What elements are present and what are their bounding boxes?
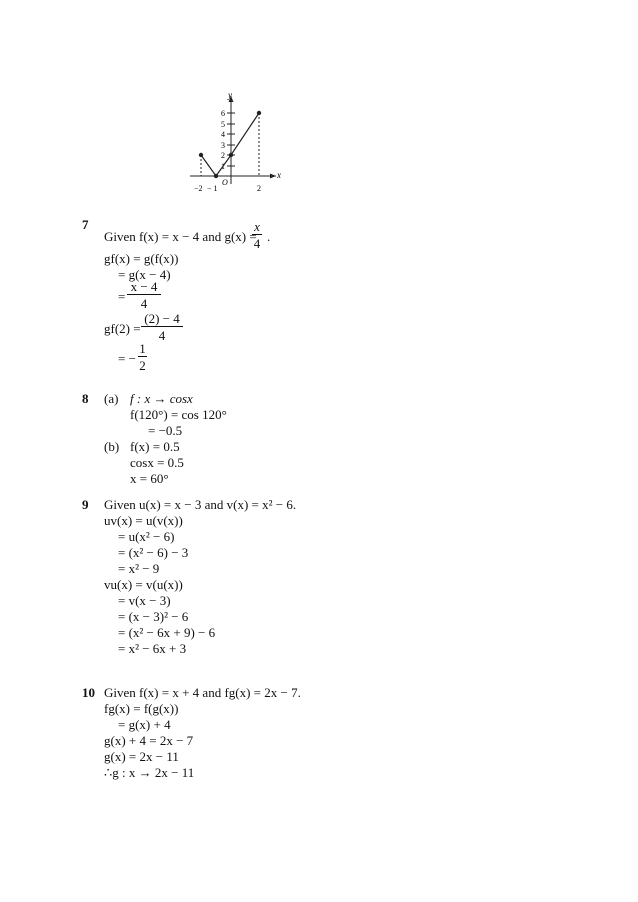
- x-axis-arrow: [270, 174, 276, 179]
- q8-a-line-3: = −0.5: [148, 423, 183, 438]
- y-tick-label: 5: [221, 120, 225, 129]
- q7-step-5-den: 2: [139, 358, 146, 373]
- question-10-number: 10: [82, 685, 95, 700]
- q9-line: = (x² − 6) − 3: [118, 545, 189, 560]
- q9-line: = x² − 6x + 3: [118, 641, 187, 656]
- question-7-number: 7: [82, 217, 89, 232]
- q8-b-line-2: cosx = 0.5: [130, 455, 184, 470]
- q7-given-end: .: [267, 229, 271, 244]
- q9-line: uv(x) = u(v(x)): [104, 513, 183, 528]
- q9-line: = (x² − 6x + 9) − 6: [118, 625, 216, 640]
- y-tick-label: 2: [221, 151, 225, 160]
- q7-given-fraction: [252, 220, 262, 250]
- question-8-number: 8: [82, 391, 89, 406]
- x-tick-label: 2: [257, 184, 261, 193]
- q9-line: Given u(x) = x − 3 and v(x) = x² − 6.: [104, 497, 297, 512]
- q10-line: Given f(x) = x + 4 and fg(x) = 2x − 7.: [104, 685, 301, 700]
- graph-point: [257, 111, 261, 115]
- q7-step-4-fraction: [141, 312, 183, 342]
- q10-line: ∴g : x → 2x − 11: [104, 765, 195, 780]
- q8-a-line-2: f(120°) = cos 120°: [130, 407, 227, 422]
- graph-point: [214, 174, 218, 178]
- q8-b-line-3: x = 60°: [130, 471, 169, 486]
- q7-given-frac-num: x: [252, 220, 262, 235]
- q10-line: = g(x) + 4: [118, 717, 171, 732]
- q10-line: g(x) + 4 = 2x − 7: [104, 733, 194, 748]
- x-axis-label: x: [277, 170, 281, 180]
- y-tick-label: 6: [221, 109, 225, 118]
- q7-step-3-eq: =: [118, 289, 126, 304]
- q9-line: = (x − 3)² − 6: [118, 609, 189, 624]
- q7-step-5-eq: = −: [118, 351, 136, 366]
- q7-step-5-num: 1: [139, 341, 146, 356]
- q7-step-2: = g(x − 4): [118, 267, 171, 282]
- origin-label: O: [222, 178, 228, 187]
- q8-a-line-1: f : x → cosx: [130, 391, 193, 406]
- q7-step-3-num: x − 4: [127, 280, 161, 295]
- x-tick-label: −2: [194, 184, 203, 193]
- x-tick-label: − 1: [207, 184, 218, 193]
- q9-line: = u(x² − 6): [118, 529, 175, 544]
- q8-part-b-label: (b): [104, 439, 120, 454]
- q8-b-line-1: f(x) = 0.5: [130, 439, 180, 454]
- q7-step-4-num: (2) − 4: [141, 312, 183, 327]
- q8-part-a-label: (a): [104, 391, 119, 406]
- q9-line: vu(x) = v(u(x)): [104, 577, 183, 592]
- q7-step-5-fraction: [138, 342, 147, 372]
- y-tick-label: 4: [221, 130, 225, 139]
- q7-step-4-den: 4: [158, 328, 166, 343]
- q7-given: Given f(x) = x − 4 and g(x) =: [104, 229, 257, 244]
- graph-point: [199, 153, 203, 157]
- q7-step-1: gf(x) = g(f(x)): [104, 251, 179, 266]
- q7-step-4-lhs: gf(2) =: [104, 321, 141, 336]
- y-tick-label: 1: [221, 162, 225, 171]
- q9-line: = v(x − 3): [118, 593, 171, 608]
- q7-given-frac-den: 4: [253, 236, 261, 251]
- graph-point: [229, 153, 233, 157]
- q9-line: = x² − 9: [118, 561, 160, 576]
- y-axis-label: y: [228, 90, 232, 100]
- q7-step-3-fraction: [127, 280, 161, 310]
- question-9-number: 9: [82, 497, 89, 512]
- q10-line: fg(x) = f(g(x)): [104, 701, 179, 716]
- function-graph: [0, 0, 638, 200]
- y-tick-label: 3: [221, 141, 225, 150]
- q7-step-3-den: 4: [140, 296, 148, 311]
- q10-line: g(x) = 2x − 11: [104, 749, 179, 764]
